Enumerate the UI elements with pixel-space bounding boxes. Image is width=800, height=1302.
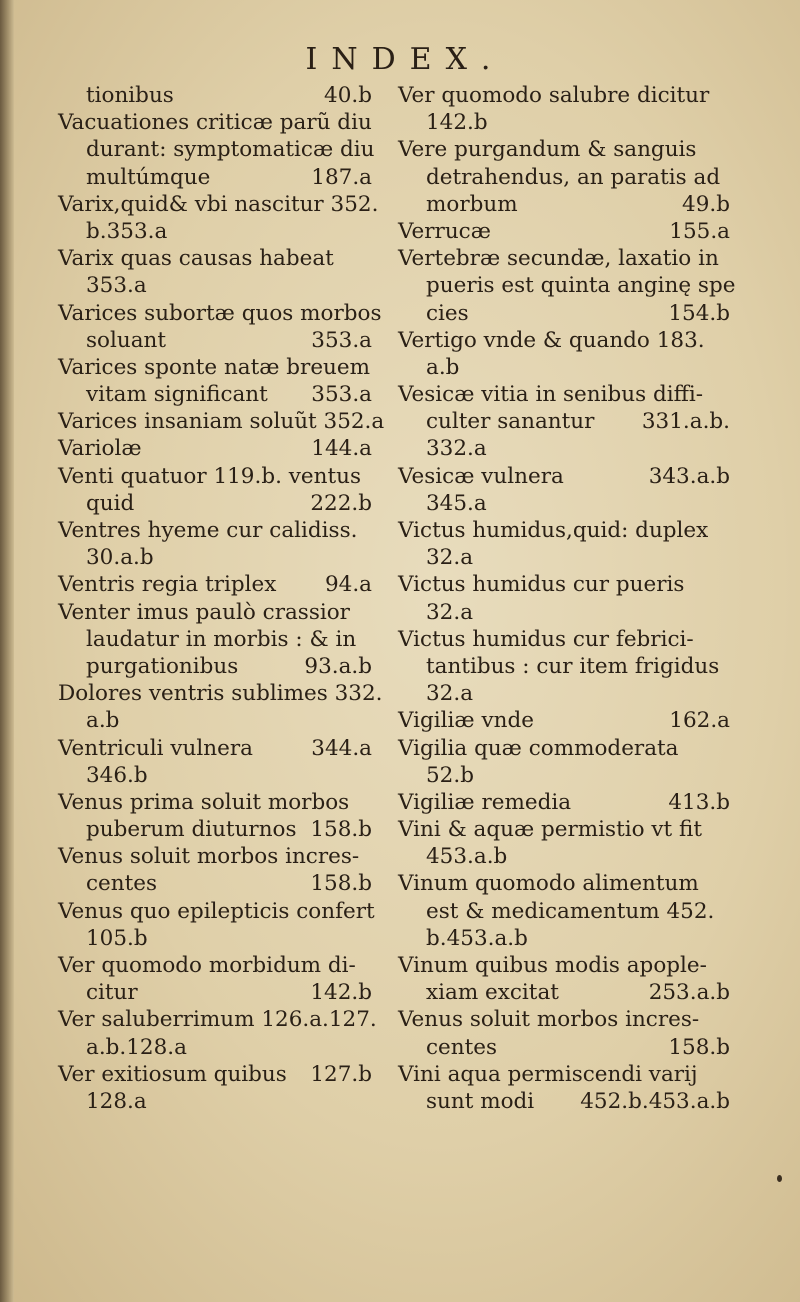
- entry-text: 345.a: [426, 490, 487, 516]
- index-entry-line: [58, 191, 379, 218]
- index-entry-line: [58, 1034, 376, 1061]
- index-entry-line: [398, 245, 734, 272]
- index-entry-line: [398, 136, 734, 163]
- entry-text: Venter imus paulò crassior: [58, 599, 350, 625]
- entry-text: Vere purgandum & sanguis: [398, 137, 697, 163]
- index-entry-line: [398, 979, 734, 1006]
- page-reference: 162.a: [669, 708, 730, 734]
- entry-text: 332.a: [426, 436, 487, 462]
- entry-text: a.b.128.a: [86, 1034, 187, 1060]
- index-entry-line: [58, 136, 376, 163]
- entry-text: Varix,quid& vbi nascitur 352.: [58, 191, 379, 217]
- entry-text: quid: [86, 490, 135, 516]
- entry-text: Venti quatuor 119.b. ventus: [58, 463, 361, 489]
- index-entry-line: [398, 327, 734, 354]
- index-entry-line: [398, 408, 734, 435]
- page-reference: 142.b: [310, 980, 372, 1006]
- entry-text: 346.b: [86, 762, 148, 788]
- index-entry-line: [398, 680, 734, 707]
- index-entry-line: [398, 762, 734, 789]
- index-entry-line: [58, 735, 376, 762]
- index-entry-line: [398, 870, 734, 897]
- entry-text: pueris est quinta anginę spe: [426, 273, 736, 299]
- entry-text: Venus prima soluit morbos: [58, 789, 350, 815]
- index-entry-line: [398, 82, 734, 109]
- index-entry-line: [58, 408, 385, 435]
- index-entry-line: [58, 870, 376, 897]
- entry-text: 128.a: [86, 1088, 147, 1114]
- index-entry-line: [58, 517, 376, 544]
- index-entry-line: [398, 544, 734, 571]
- entry-text: Victus humidus cur febrici-: [398, 626, 694, 652]
- index-entry-line: [58, 707, 376, 734]
- page-reference: 331.a.b.: [641, 409, 730, 435]
- right-column: [398, 82, 734, 1115]
- index-entry-line: [398, 626, 734, 653]
- index-entry-line: [398, 517, 734, 544]
- page-header: INDEX.: [305, 42, 505, 77]
- entry-text: tantibus : cur item frigidus: [426, 653, 720, 679]
- index-entry-line: [58, 952, 376, 979]
- entry-text: soluant: [86, 327, 167, 353]
- entry-text: Ventres hyeme cur calidiss.: [58, 518, 358, 543]
- index-entry-line: [398, 381, 734, 408]
- page-reference: 452.b.453.a.b: [580, 1088, 730, 1114]
- entry-text: vitam significant: [86, 382, 268, 408]
- index-entry-line: [398, 843, 734, 870]
- index-entry-line: [58, 272, 376, 299]
- entry-text: Venus quo epilepticis confert: [58, 898, 375, 924]
- entry-text: Vesicæ vitia in senibus diffi-: [398, 382, 704, 408]
- entry-text: Varices sponte natæ breuem: [58, 354, 371, 380]
- entry-text: Vertebræ secundæ, laxatio in: [398, 246, 719, 272]
- entry-text: 32.a: [426, 681, 474, 707]
- index-entry-line: [58, 898, 376, 925]
- page-reference: 343.a.b: [648, 463, 730, 489]
- entry-text: 52.b: [426, 762, 474, 788]
- entry-text: Vigilia quæ commoderata: [398, 735, 679, 761]
- index-entry-line: [398, 789, 734, 816]
- index-entry-line: [58, 979, 376, 1006]
- page-reference: 187.a: [311, 164, 372, 190]
- entry-text: puberum diuturnos: [86, 817, 297, 843]
- index-entry-line: [398, 191, 734, 218]
- entry-text: Vertigo vnde & quando 183.: [398, 327, 705, 353]
- index-entry-line: [58, 218, 376, 245]
- entry-text: Venus soluit morbos incres-: [58, 844, 360, 870]
- index-entry-line: [58, 1006, 376, 1033]
- entry-text: centes: [426, 1034, 498, 1060]
- page-reference: 413.b: [668, 789, 730, 815]
- index-entry-line: [398, 109, 734, 136]
- index-entry-line: [58, 354, 376, 381]
- entry-text: xiam excitat: [426, 980, 559, 1006]
- entry-text: 453.a.b: [426, 844, 508, 870]
- index-entry-line: [58, 381, 376, 408]
- page-reference: 158.b: [310, 817, 372, 843]
- index-entry-line: [398, 1088, 734, 1115]
- entry-text: 105.b: [86, 925, 148, 951]
- index-entry-line: [58, 762, 376, 789]
- entry-text: 32.a: [426, 545, 474, 571]
- entry-text: Varix quas causas habeat: [58, 246, 334, 272]
- page-reference: 222.b: [310, 490, 372, 516]
- entry-text: Ventriculi vulnera: [58, 735, 253, 761]
- entry-text: Variolæ: [58, 436, 142, 462]
- index-entry-line: [58, 626, 376, 653]
- page-reference: 49.b: [682, 191, 730, 217]
- entry-text: Venus soluit morbos incres-: [398, 1007, 700, 1033]
- entry-text: Ver quomodo salubre dicitur: [398, 83, 710, 108]
- entry-text: Ver exitiosum quibus: [58, 1061, 287, 1087]
- entry-text: Victus humidus cur pueris: [398, 572, 685, 598]
- entry-text: Vini & aquæ permistio vt fit: [398, 817, 702, 843]
- index-entry-line: [58, 653, 376, 680]
- entry-text: est & medicamentum 452.: [426, 898, 715, 924]
- index-entry-line: [58, 599, 376, 626]
- entry-text: Vigiliæ vnde: [398, 708, 534, 734]
- index-entry-line: [398, 463, 734, 490]
- index-entry-line: [58, 164, 376, 191]
- entry-text: Varices subortæ quos morbos: [58, 300, 382, 326]
- page-reference: 127.b: [310, 1061, 372, 1087]
- entry-text: sunt modi: [426, 1088, 535, 1114]
- entry-text: b.353.a: [86, 218, 168, 244]
- left-column: [58, 82, 385, 1115]
- index-entry-line: [58, 435, 376, 462]
- page-reference: 344.a: [311, 735, 372, 761]
- entry-text: Victus humidus,quid: duplex: [398, 518, 709, 543]
- index-entry-line: [398, 735, 734, 762]
- index-entry-line: [58, 109, 376, 136]
- entry-text: Vigiliæ remedia: [398, 789, 572, 815]
- page-reference: 154.b: [668, 300, 730, 326]
- entry-text: Ventris regia triplex: [58, 572, 277, 598]
- entry-text: purgationibus: [86, 653, 239, 679]
- page-reference: 158.b: [310, 871, 372, 897]
- page-reference: 40.b: [324, 83, 372, 108]
- entry-text: 353.a: [86, 273, 147, 299]
- index-entry-line: [398, 435, 734, 462]
- entry-text: Verrucæ: [398, 218, 491, 244]
- index-entry-line: [58, 816, 376, 843]
- index-entry-line: [58, 327, 376, 354]
- index-entry-line: [398, 1061, 734, 1088]
- entry-text: Vesicæ vulnera: [398, 463, 564, 489]
- page-reference: 94.a: [324, 572, 372, 598]
- index-entry-line: [398, 952, 734, 979]
- index-entry-line: [58, 1088, 376, 1115]
- entry-text: centes: [86, 871, 158, 897]
- entry-text: Vinum quomodo alimentum: [398, 871, 699, 897]
- entry-text: tionibus: [86, 83, 174, 108]
- index-entry-line: [58, 490, 376, 517]
- index-entry-line: [398, 707, 734, 734]
- index-entry-line: [398, 490, 734, 517]
- index-entry-line: [398, 599, 734, 626]
- entry-text: Vinum quibus modis apople-: [398, 953, 707, 978]
- entry-text: a.b: [426, 354, 460, 380]
- index-entry-line: [58, 925, 376, 952]
- index-entry-line: [398, 354, 734, 381]
- page-reference: 93.a.b: [304, 653, 372, 679]
- index-entry-line: [58, 463, 376, 490]
- entry-text: Vacuationes criticæ parũ diu: [58, 110, 372, 136]
- entry-text: laudatur in morbis : & in: [86, 626, 357, 652]
- index-entry-line: [398, 1034, 734, 1061]
- page-reference: 253.a.b: [648, 980, 730, 1006]
- entry-text: Ver quomodo morbidum di-: [58, 953, 356, 978]
- page-gutter: [0, 0, 14, 1302]
- entry-text: a.b: [86, 708, 120, 734]
- entry-text: Ver saluberrimum 126.a.127.: [58, 1007, 377, 1033]
- index-entry-line: [58, 300, 382, 327]
- entry-text: multúmque: [86, 164, 211, 190]
- page-reference: 144.a: [311, 436, 372, 462]
- entry-text: Varices insaniam soluũt 352.a: [58, 409, 385, 435]
- entry-text: cies: [426, 300, 469, 326]
- entry-text: culter sanantur: [426, 409, 595, 435]
- entry-text: Dolores ventris sublimes 332.: [58, 681, 383, 707]
- index-entry-line: [398, 898, 734, 925]
- index-entry-line: [398, 1006, 734, 1033]
- entry-text: morbum: [426, 191, 518, 217]
- index-entry-line: [398, 571, 734, 598]
- entry-text: detrahendus, an paratis ad: [426, 164, 721, 190]
- index-entry-line: [58, 1061, 376, 1088]
- entry-text: durant: symptomaticæ diu: [86, 137, 375, 163]
- index-entry-line: [58, 82, 376, 109]
- index-entry-line: [398, 218, 734, 245]
- page-reference: 353.a: [311, 327, 372, 353]
- index-entry-line: [398, 925, 734, 952]
- index-entry-line: [58, 544, 376, 571]
- page-reference: 155.a: [669, 218, 730, 244]
- entry-text: 32.a: [426, 599, 474, 625]
- index-entry-line: [398, 300, 734, 327]
- entry-text: 142.b: [426, 110, 488, 136]
- index-entry-line: [58, 789, 376, 816]
- entry-text: citur: [86, 980, 138, 1006]
- page-reference: 158.b: [668, 1034, 730, 1060]
- entry-text: Vini aqua permiscendi varij: [398, 1061, 698, 1087]
- page-reference: 353.a: [311, 382, 372, 408]
- index-entry-line: [398, 272, 734, 299]
- index-entry-line: [58, 571, 376, 598]
- ink-blot: [777, 1175, 782, 1182]
- index-entry-line: [398, 164, 734, 191]
- entry-text: 30.a.b: [86, 545, 154, 571]
- index-entry-line: [58, 680, 383, 707]
- index-entry-line: [398, 816, 734, 843]
- entry-text: b.453.a.b: [426, 925, 528, 951]
- index-entry-line: [58, 245, 376, 272]
- index-entry-line: [58, 843, 376, 870]
- index-entry-line: [398, 653, 734, 680]
